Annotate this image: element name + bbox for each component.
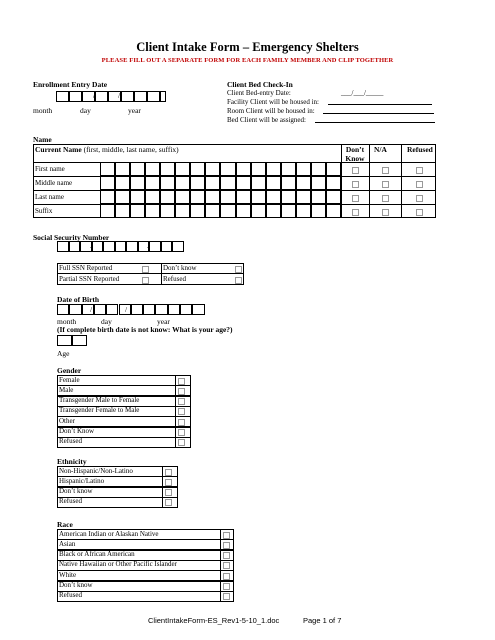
suffix-letter-cell[interactable] xyxy=(115,204,130,218)
ssn-digit-cell[interactable] xyxy=(172,241,184,252)
race-option-label: American Indian or Alaskan Native xyxy=(59,529,159,538)
middle-letter-cell[interactable] xyxy=(115,176,130,190)
suffix-letter-cell[interactable] xyxy=(160,204,175,218)
ethnicity-option-label: Don’t know xyxy=(59,487,93,496)
bed-label: Bed Client will be assigned: xyxy=(227,116,306,124)
last-letter-cell[interactable] xyxy=(145,190,160,204)
ssn-partial-label: Partial SSN Reported xyxy=(59,275,120,283)
race-checkbox[interactable] xyxy=(223,593,230,600)
race-checkbox[interactable] xyxy=(223,573,230,580)
dob-digit-cell[interactable] xyxy=(192,304,204,315)
suffix-letter-cell[interactable] xyxy=(205,204,220,218)
middle-letter-cell[interactable] xyxy=(205,176,220,190)
gender-option-label: Refused xyxy=(59,437,82,446)
first-letter-cell[interactable] xyxy=(236,162,251,176)
first-letter-cell[interactable] xyxy=(326,162,341,176)
enroll-month-label: month xyxy=(33,106,53,115)
last-na-checkbox[interactable] xyxy=(382,195,389,202)
suffix-na-checkbox[interactable] xyxy=(382,209,389,216)
footer-page: Page 1 of 7 xyxy=(303,616,342,625)
enroll-slash-2: / xyxy=(118,91,121,100)
room-field[interactable] xyxy=(323,113,434,114)
name-heading: Name xyxy=(33,135,52,144)
col-refused: Refused xyxy=(407,145,433,154)
ethnicity-checkbox[interactable] xyxy=(165,479,172,486)
ssn-digit-cell[interactable] xyxy=(149,241,161,252)
gender-heading: Gender xyxy=(57,366,82,375)
gender-checkbox[interactable] xyxy=(178,408,185,415)
last-letter-cell[interactable] xyxy=(100,190,115,204)
dob-digit-cell[interactable] xyxy=(180,304,192,315)
ssn-dash-1: - xyxy=(90,242,93,251)
race-option-label: Native Hawaiian or Other Pacific Islander xyxy=(59,560,177,569)
dob-digit-cell[interactable] xyxy=(143,304,155,315)
ethnicity-checkbox[interactable] xyxy=(165,499,172,506)
first-letter-cell[interactable] xyxy=(205,162,220,176)
col-dont-know: Don’t Know xyxy=(345,145,365,163)
dob-digit-cell[interactable] xyxy=(155,304,167,315)
last-letter-cell[interactable] xyxy=(236,190,251,204)
ssn-refused-checkbox[interactable] xyxy=(235,277,242,284)
gender-option-label: Transgender Female to Male xyxy=(59,406,140,415)
last-letter-cell[interactable] xyxy=(190,190,205,204)
facility-label: Facility Client will be housed in: xyxy=(227,98,319,106)
ethnicity-heading: Ethnicity xyxy=(57,457,87,466)
dob-slash-2: / xyxy=(125,305,128,314)
suffix-letter-cell[interactable] xyxy=(281,204,296,218)
dob-slash-1: / xyxy=(90,305,93,314)
enroll-y1-box[interactable] xyxy=(134,91,147,102)
col-na: N/A xyxy=(374,145,387,154)
race-heading: Race xyxy=(57,520,73,529)
first-letter-cell[interactable] xyxy=(145,162,160,176)
middle-letter-cell[interactable] xyxy=(296,176,311,190)
race-column-divider xyxy=(220,529,221,601)
first-letter-cell[interactable] xyxy=(220,162,235,176)
suffix-refused-checkbox[interactable] xyxy=(416,209,423,216)
ssn-dont-know-label: Don’t know xyxy=(163,264,197,272)
ssn-dont-know-checkbox[interactable] xyxy=(235,266,242,273)
middle-letter-cell[interactable] xyxy=(145,176,160,190)
race-checkbox[interactable] xyxy=(223,552,230,559)
enrollment-heading: Enrollment Entry Date xyxy=(33,80,108,89)
dob-heading: Date of Birth xyxy=(57,295,100,304)
ssn-heading: Social Security Number xyxy=(33,233,110,242)
ssn-digit-cell[interactable] xyxy=(57,241,69,252)
current-name-bold: Current Name xyxy=(35,145,82,154)
dob-digit-cell[interactable] xyxy=(94,304,106,315)
first-letter-cell[interactable] xyxy=(100,162,115,176)
enroll-m2-box[interactable] xyxy=(69,91,82,102)
current-name-rest: (first, middle, last name, suffix) xyxy=(81,145,179,154)
last-letter-cell[interactable] xyxy=(311,190,326,204)
ethnicity-option-label: Refused xyxy=(59,497,82,506)
first-letter-cell[interactable] xyxy=(130,162,145,176)
ssn-partial-checkbox[interactable] xyxy=(142,277,149,284)
ssn-digit-cell[interactable] xyxy=(69,241,81,252)
dob-digit-cell[interactable] xyxy=(69,304,81,315)
ssn-full-label: Full SSN Reported xyxy=(59,264,113,272)
middle-letter-cell[interactable] xyxy=(236,176,251,190)
race-checkbox[interactable] xyxy=(223,562,230,569)
last-letter-cell[interactable] xyxy=(296,190,311,204)
suffix-letter-cell[interactable] xyxy=(145,204,160,218)
ethnicity-option-label: Hispanic/Latino xyxy=(59,476,105,485)
enroll-d1-box[interactable] xyxy=(95,91,108,102)
suffix-letter-cell[interactable] xyxy=(236,204,251,218)
race-checkbox[interactable] xyxy=(223,583,230,590)
name-row-middle: Middle name xyxy=(35,179,73,187)
name-row-last: Last name xyxy=(35,193,64,201)
enroll-y2-box[interactable] xyxy=(147,91,160,102)
room-label: Room Client will be housed in: xyxy=(227,107,315,115)
race-option-label: White xyxy=(59,570,77,579)
gender-option-label: Transgender Male to Female xyxy=(59,396,140,405)
ethnicity-checkbox[interactable] xyxy=(165,469,172,476)
dob-digit-cell[interactable] xyxy=(57,304,69,315)
enroll-day-label: day xyxy=(80,106,91,115)
middle-letter-cell[interactable] xyxy=(175,176,190,190)
gender-option-label: Other xyxy=(59,416,75,425)
dob-day-label: day xyxy=(101,317,112,326)
first-letter-cell[interactable] xyxy=(296,162,311,176)
middle-letter-cell[interactable] xyxy=(190,176,205,190)
race-option-row[interactable] xyxy=(57,591,234,602)
suffix-letter-cell[interactable] xyxy=(326,204,341,218)
last-dont-know-checkbox[interactable] xyxy=(352,195,359,202)
ssn-digit-cell[interactable] xyxy=(161,241,173,252)
last-letter-cell[interactable] xyxy=(160,190,175,204)
race-checkbox[interactable] xyxy=(223,542,230,549)
suffix-letter-cell[interactable] xyxy=(220,204,235,218)
last-letter-cell[interactable] xyxy=(115,190,130,204)
name-col-divider-2 xyxy=(369,144,370,218)
enroll-y3-box[interactable] xyxy=(160,91,166,102)
suffix-letter-cell[interactable] xyxy=(190,204,205,218)
ssn-digit-cell[interactable] xyxy=(103,241,115,252)
ssn-digit-cell[interactable] xyxy=(92,241,104,252)
first-letter-cell[interactable] xyxy=(175,162,190,176)
dob-digit-cell[interactable] xyxy=(131,304,143,315)
race-option-label: Asian xyxy=(59,539,76,548)
middle-na-checkbox[interactable] xyxy=(382,181,389,188)
suffix-letter-cell[interactable] xyxy=(311,204,326,218)
middle-letter-cell[interactable] xyxy=(130,176,145,190)
suffix-letter-cell[interactable] xyxy=(296,204,311,218)
gender-checkbox[interactable] xyxy=(178,388,185,395)
race-option-label: Don’t know xyxy=(59,581,93,589)
gender-checkbox[interactable] xyxy=(178,439,185,446)
instructions: PLEASE FILL OUT A SEPARATE FORM FOR EACH FAMILY MEMBER AND CLIP TOGETHER xyxy=(101,57,394,64)
dob-month-label: month xyxy=(57,317,77,326)
race-option-label: Refused xyxy=(59,591,82,600)
last-letter-cell[interactable] xyxy=(326,190,341,204)
first-na-checkbox[interactable] xyxy=(382,167,389,174)
first-letter-cell[interactable] xyxy=(266,162,281,176)
bed-entry-date-field[interactable]: ___/___/_____ xyxy=(341,89,384,97)
suffix-letter-cell[interactable] xyxy=(100,204,115,218)
ssn-digit-cell[interactable] xyxy=(115,241,127,252)
middle-letter-cell[interactable] xyxy=(251,176,266,190)
ssn-refused-label: Refused xyxy=(163,275,186,283)
dob-digit-cell[interactable] xyxy=(106,304,118,315)
race-option-label: Black or African American xyxy=(59,550,135,559)
name-row-suffix: Suffix xyxy=(35,207,53,215)
ssn-digit-cell[interactable] xyxy=(126,241,138,252)
bed-field[interactable] xyxy=(315,122,435,123)
name-col-divider-3 xyxy=(401,144,402,218)
first-letter-cell[interactable] xyxy=(281,162,296,176)
facility-field[interactable] xyxy=(328,104,432,105)
enroll-year-label: year xyxy=(128,106,141,115)
gender-checkbox[interactable] xyxy=(178,429,185,436)
dob-age-note: (If complete birth date is not know: What is your age?) xyxy=(57,325,233,334)
gender-checkbox[interactable] xyxy=(178,378,185,385)
ethnicity-checkbox[interactable] xyxy=(165,489,172,496)
race-checkbox[interactable] xyxy=(223,532,230,539)
suffix-dont-know-checkbox[interactable] xyxy=(352,209,359,216)
last-letter-cell[interactable] xyxy=(251,190,266,204)
ethnicity-column-divider xyxy=(162,466,163,507)
first-letter-cell[interactable] xyxy=(311,162,326,176)
gender-checkbox[interactable] xyxy=(178,398,185,405)
middle-letter-cell[interactable] xyxy=(311,176,326,190)
last-letter-cell[interactable] xyxy=(281,190,296,204)
suffix-letter-cell[interactable] xyxy=(251,204,266,218)
dob-year-label: year xyxy=(157,317,170,326)
middle-dont-know-checkbox[interactable] xyxy=(352,181,359,188)
last-letter-cell[interactable] xyxy=(130,190,145,204)
bed-entry-date-label: Client Bed-entry Date: xyxy=(227,89,291,97)
first-letter-cell[interactable] xyxy=(115,162,130,176)
enroll-slash-1: / xyxy=(93,91,96,100)
first-letter-cell[interactable] xyxy=(251,162,266,176)
gender-option-label: Male xyxy=(59,385,74,394)
first-letter-cell[interactable] xyxy=(160,162,175,176)
name-row-first: First name xyxy=(35,165,65,173)
middle-letter-cell[interactable] xyxy=(266,176,281,190)
gender-option-label: Female xyxy=(59,375,80,384)
bed-checkin-heading: Client Bed Check-In xyxy=(227,80,293,89)
middle-refused-checkbox[interactable] xyxy=(416,181,423,188)
gender-option-label: Don’t Know xyxy=(59,427,95,435)
middle-letter-cell[interactable] xyxy=(326,176,341,190)
gender-column-divider xyxy=(175,375,176,447)
first-dont-know-checkbox[interactable] xyxy=(352,167,359,174)
footer-filename: ClientIntakeForm-ES_Rev1-5-10_1.doc xyxy=(148,616,280,625)
middle-letter-cell[interactable] xyxy=(281,176,296,190)
ethnicity-option-label: Non-Hispanic/Non-Latino xyxy=(59,466,133,475)
middle-letter-cell[interactable] xyxy=(160,176,175,190)
age-label: Age xyxy=(57,349,70,358)
last-letter-cell[interactable] xyxy=(220,190,235,204)
form-title: Client Intake Form – Emergency Shelters xyxy=(136,40,359,54)
suffix-letter-cell[interactable] xyxy=(130,204,145,218)
age-box-2[interactable] xyxy=(72,335,87,346)
middle-letter-cell[interactable] xyxy=(100,176,115,190)
name-col-divider-1 xyxy=(341,144,342,218)
ssn-full-checkbox[interactable] xyxy=(142,266,149,273)
last-letter-cell[interactable] xyxy=(205,190,220,204)
ssn-quality-rule xyxy=(57,273,244,274)
last-letter-cell[interactable] xyxy=(266,190,281,204)
middle-letter-cell[interactable] xyxy=(220,176,235,190)
enroll-m1-box[interactable] xyxy=(56,91,69,102)
age-box-1[interactable] xyxy=(57,335,72,346)
first-letter-cell[interactable] xyxy=(190,162,205,176)
last-letter-cell[interactable] xyxy=(175,190,190,204)
enroll-sep2 xyxy=(121,91,134,102)
dob-digit-cell[interactable] xyxy=(168,304,180,315)
suffix-letter-cell[interactable] xyxy=(266,204,281,218)
ssn-dash-2: - xyxy=(147,242,150,251)
suffix-letter-cell[interactable] xyxy=(175,204,190,218)
current-name-label xyxy=(35,145,179,154)
ssn-quality-divider xyxy=(161,263,162,285)
gender-checkbox[interactable] xyxy=(178,419,185,426)
last-refused-checkbox[interactable] xyxy=(416,195,423,202)
first-refused-checkbox[interactable] xyxy=(416,167,423,174)
